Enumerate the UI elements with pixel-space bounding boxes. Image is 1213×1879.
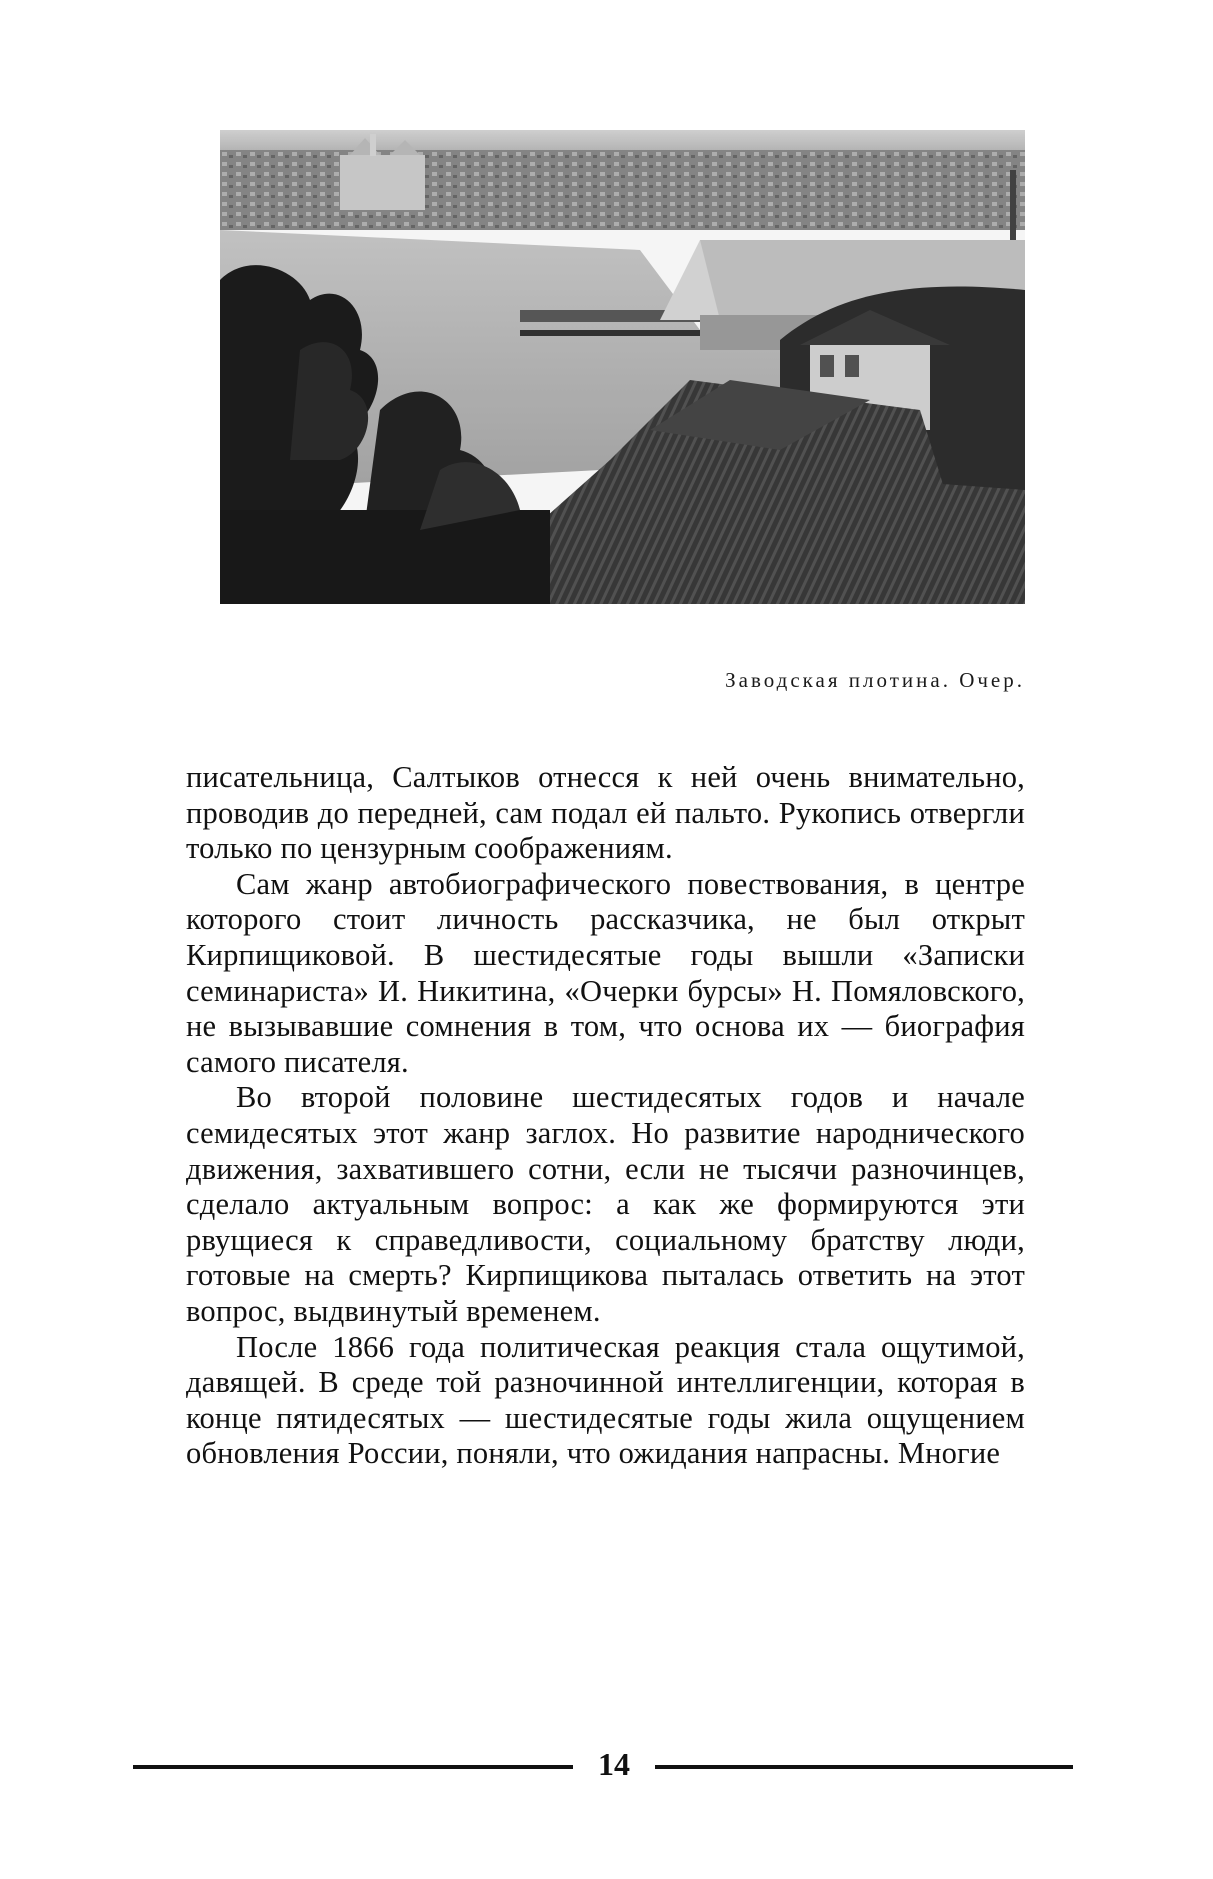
paragraph-4: После 1866 года политическая реакция стала ощутимой, давящей. В среде той разночинной интеллигенции, которая в конце пятидесятых — шестидесятые годы жила ощущением обновления России, поняли, что ожидания напрасны. Многие (186, 1329, 1025, 1471)
page-number: 14 (598, 1746, 630, 1782)
paragraph-3: Во второй половине шестидесятых годов и начале семидесятых этот жанр заглох. Но развитие народнического движения, захватившего сотни, если не тысячи разночинцев, сделало актуальным вопрос: а как же формируются эти рвущиеся к справедливости, социальному братству люди, готовые на смерть? Кирпищикова пыталась ответить на этот вопрос, выдвинутый временем. (186, 1080, 1025, 1328)
page-footer (133, 1746, 1073, 1786)
photo-caption: Заводская плотина. Очер. (725, 668, 1025, 692)
paragraph-2: Сам жанр автобиографического повествования, в центре которого стоит личность рассказчика, не был открыт Кирпищиковой. В шестидесятые годы вышли «Записки семинариста» И. Никитина, «Очерки бурсы» Н. Помяловского, не вызывавшие сомнения в том, что основа их — биография самого писателя. (186, 866, 1025, 1079)
body-text (186, 760, 1025, 1472)
footer-rule-left (133, 1765, 573, 1769)
paragraph-1: писательница, Салтыков отнесся к ней очень внимательно, проводив до передней, сам подал ей пальто. Рукопись отвергли только по цензурным соображениям. (186, 760, 1025, 866)
photo-illustration (220, 130, 1025, 604)
photo-image (220, 130, 1025, 604)
footer-rule-right (655, 1765, 1073, 1769)
